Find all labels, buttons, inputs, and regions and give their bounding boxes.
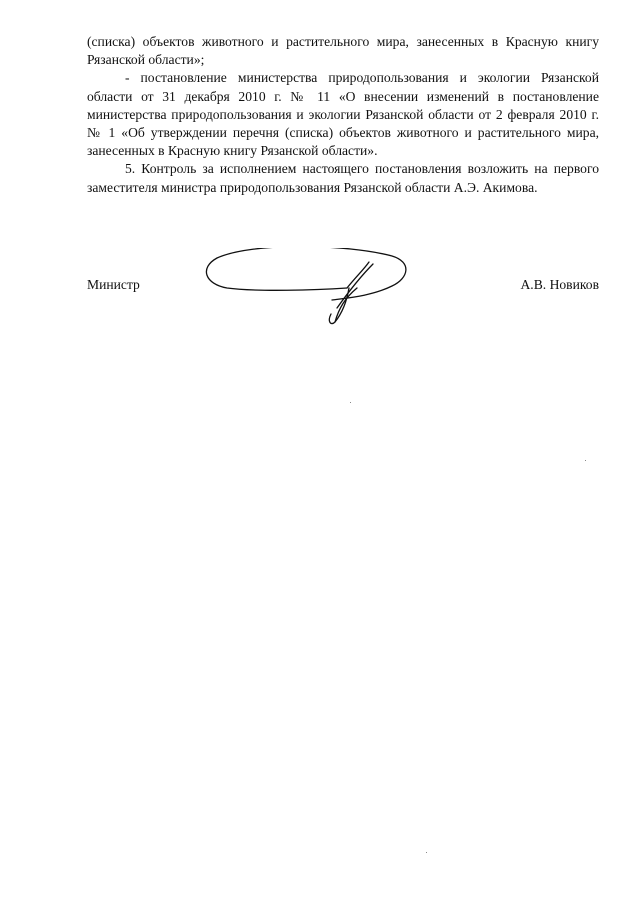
handwritten-signature-icon (197, 248, 412, 334)
paragraph-control-clause: 5. Контроль за исполнением настоящего постановления возложить на первого заместителя министра природопользования Рязанской области А.Э. Акимова. (87, 161, 599, 195)
scan-speck (350, 402, 351, 403)
signature-block (87, 270, 599, 330)
paragraph-continuation: (списка) объектов животного и растительного мира, занесенных в Красную книгу Рязанской области»; (87, 34, 599, 68)
paragraph-resolution-item: - постановление министерства природопользования и экологии Рязанской области от 31 декабря 2010 г. № 11 «О внесении изменений в постановление министерства природопользования и экологии Рязанской области от 2 февраля 2010 г. № 1 «Об утверждении перечня (списка) объектов животного и растительного мира, занесенных в Красную книгу Рязанской области». (87, 70, 599, 159)
scan-speck (585, 460, 586, 461)
signatory-name: А.В. Новиков (520, 277, 599, 292)
signatory-title: Министр (87, 277, 140, 292)
scan-speck (426, 852, 427, 853)
document-body (87, 33, 599, 197)
